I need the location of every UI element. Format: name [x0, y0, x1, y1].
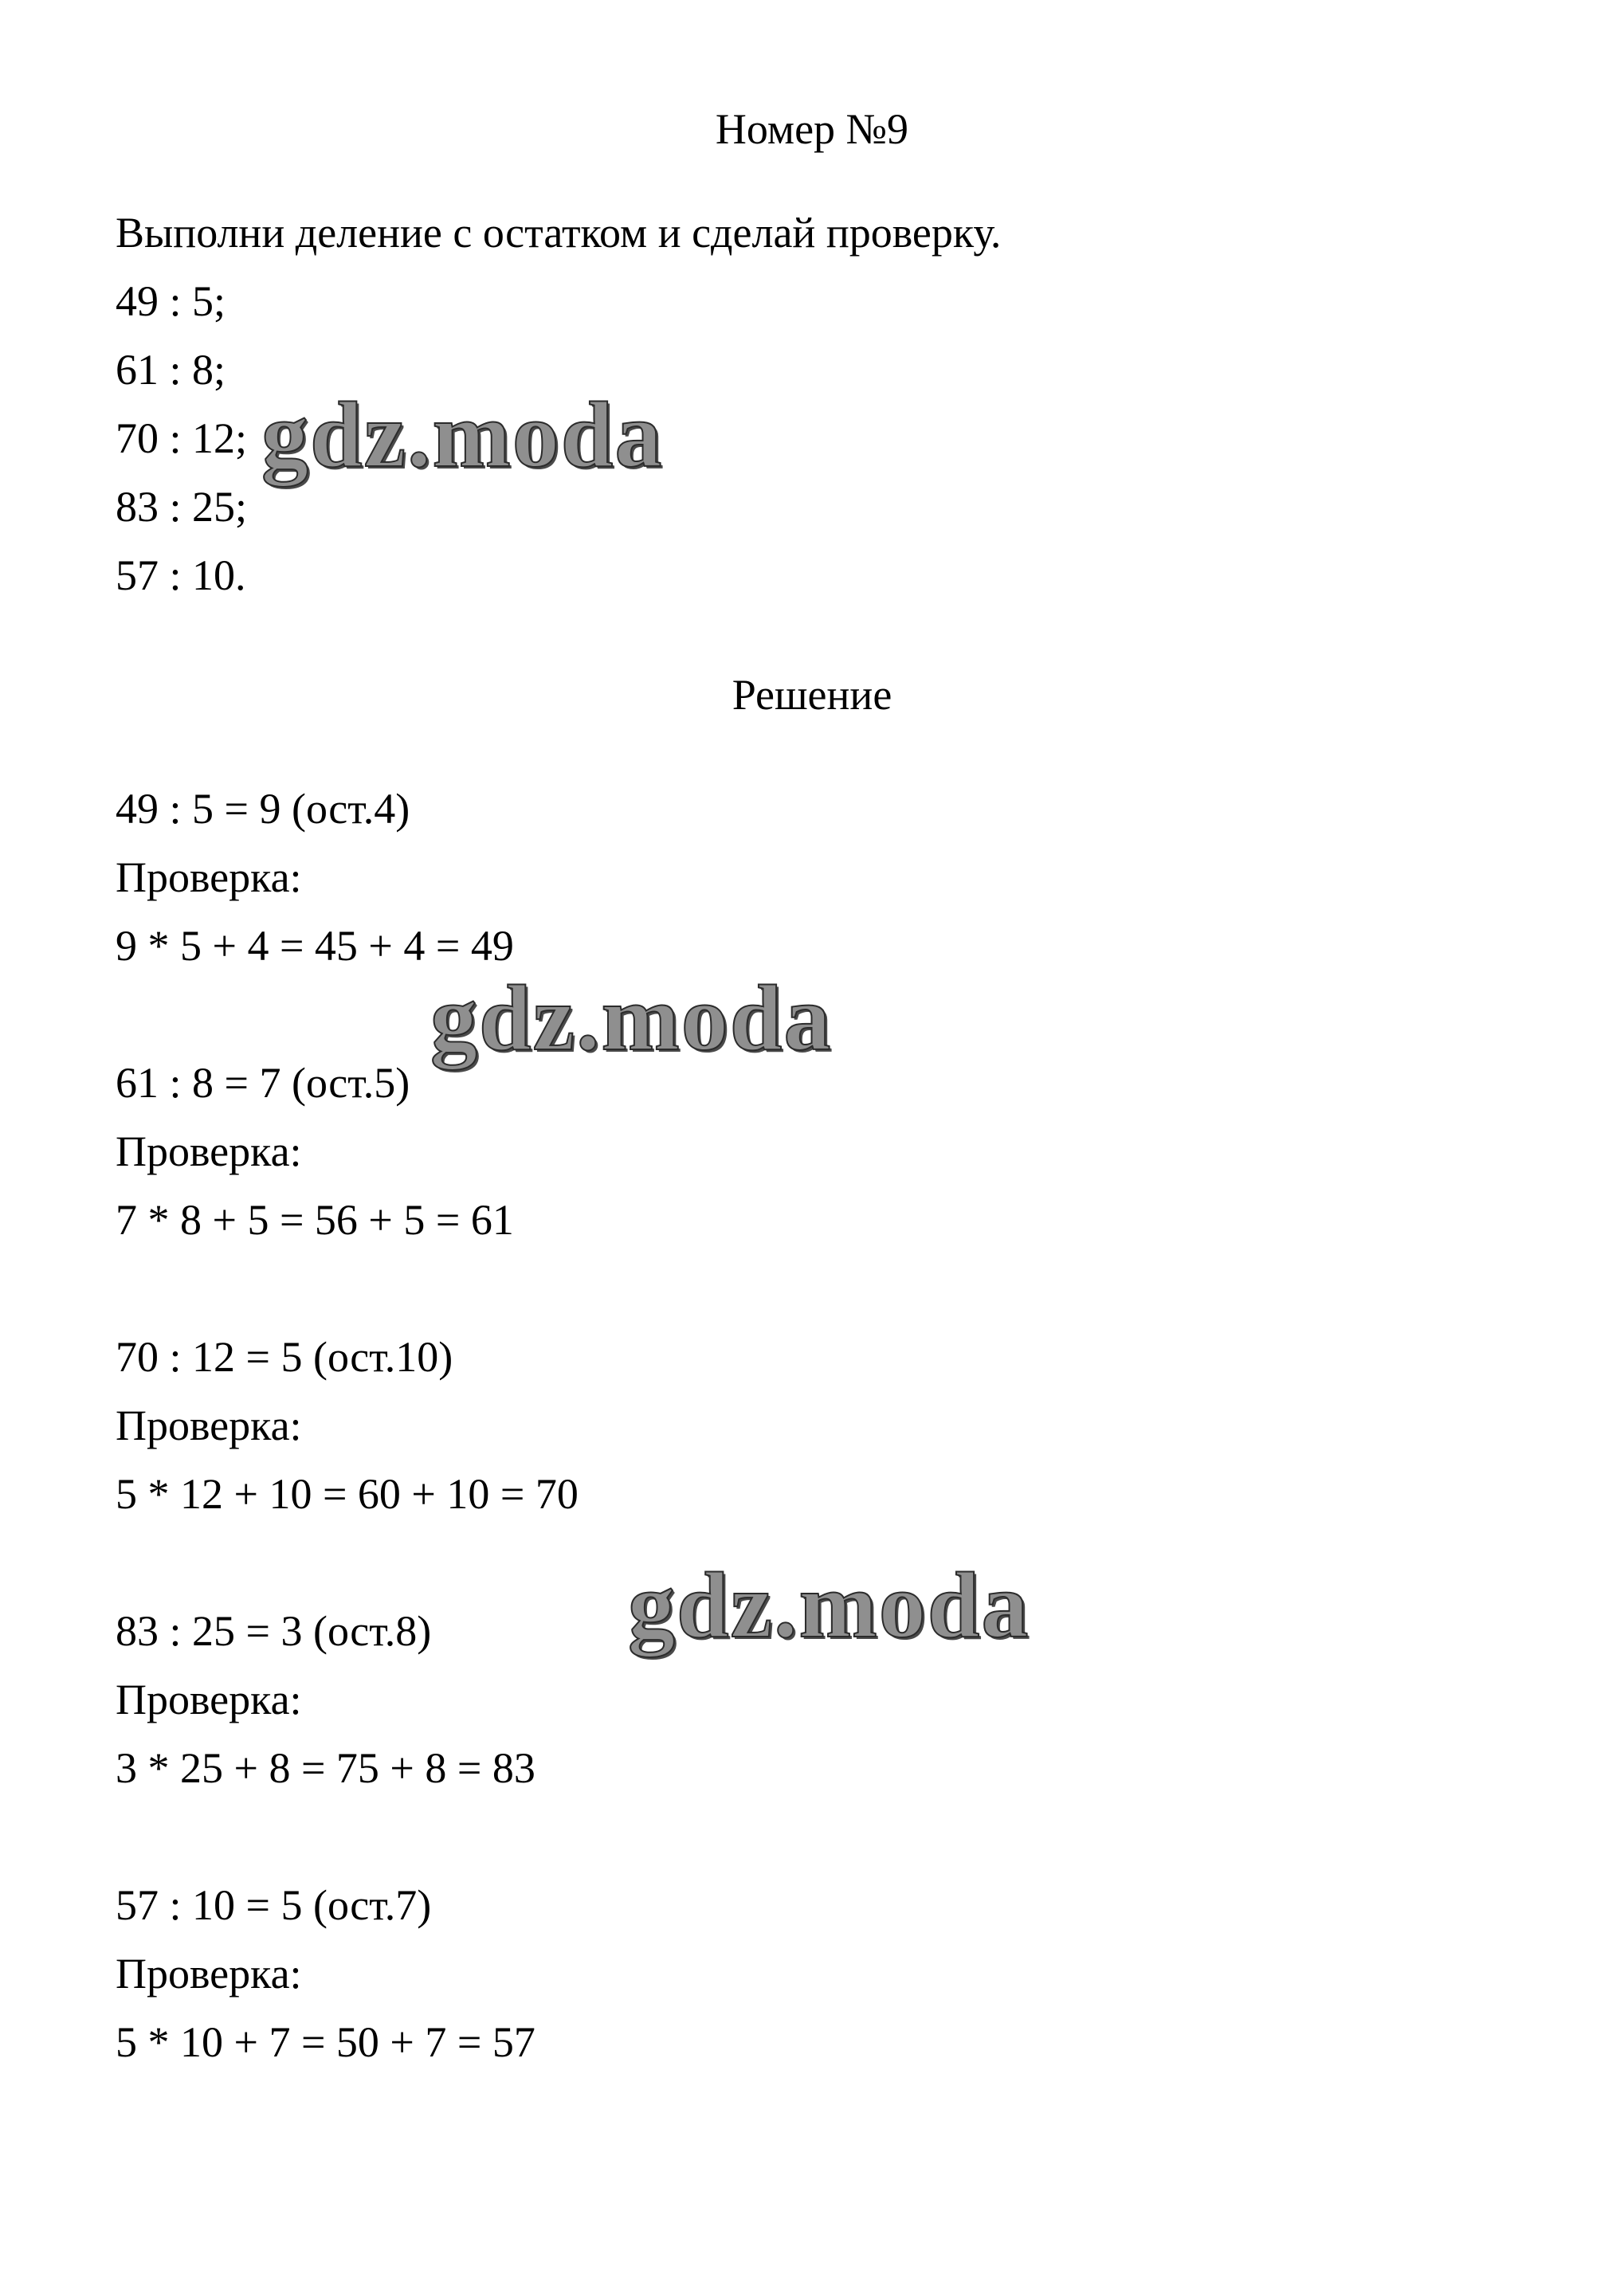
task-item: 57 : 10. [116, 551, 246, 599]
solution-equation: 57 : 10 = 5 (ост.7) [116, 1881, 432, 1929]
task-item: 83 : 25; [116, 483, 248, 531]
check-label: Проверка: [116, 1127, 302, 1175]
check-expression: 7 * 8 + 5 = 56 + 5 = 61 [116, 1196, 514, 1244]
solution-equation: 61 : 8 = 7 (ост.5) [116, 1059, 410, 1107]
page-title: Номер №9 [715, 105, 909, 153]
check-expression: 5 * 10 + 7 = 50 + 7 = 57 [116, 2018, 535, 2066]
check-label: Проверка: [116, 853, 302, 901]
task-instruction: Выполни деление с остатком и сделай проверку. [116, 209, 1002, 257]
solution-equation: 49 : 5 = 9 (ост.4) [116, 785, 410, 833]
task-item: 61 : 8; [116, 346, 226, 394]
check-label: Проверка: [116, 1676, 302, 1723]
task-item: 49 : 5; [116, 277, 226, 325]
solution-equation: 83 : 25 = 3 (ост.8) [116, 1607, 432, 1655]
task-item: 70 : 12; [116, 414, 248, 462]
solution-heading: Решение [732, 671, 892, 719]
watermark: gdz.moda [430, 966, 833, 1070]
check-label: Проверка: [116, 1950, 302, 1998]
watermark: gdz.moda [261, 382, 664, 487]
check-expression: 5 * 12 + 10 = 60 + 10 = 70 [116, 1470, 579, 1518]
watermark: gdz.moda [628, 1553, 1030, 1657]
check-label: Проверка: [116, 1402, 302, 1449]
solution-equation: 70 : 12 = 5 (ост.10) [116, 1333, 453, 1381]
check-expression: 9 * 5 + 4 = 45 + 4 = 49 [116, 922, 514, 970]
check-expression: 3 * 25 + 8 = 75 + 8 = 83 [116, 1744, 535, 1792]
